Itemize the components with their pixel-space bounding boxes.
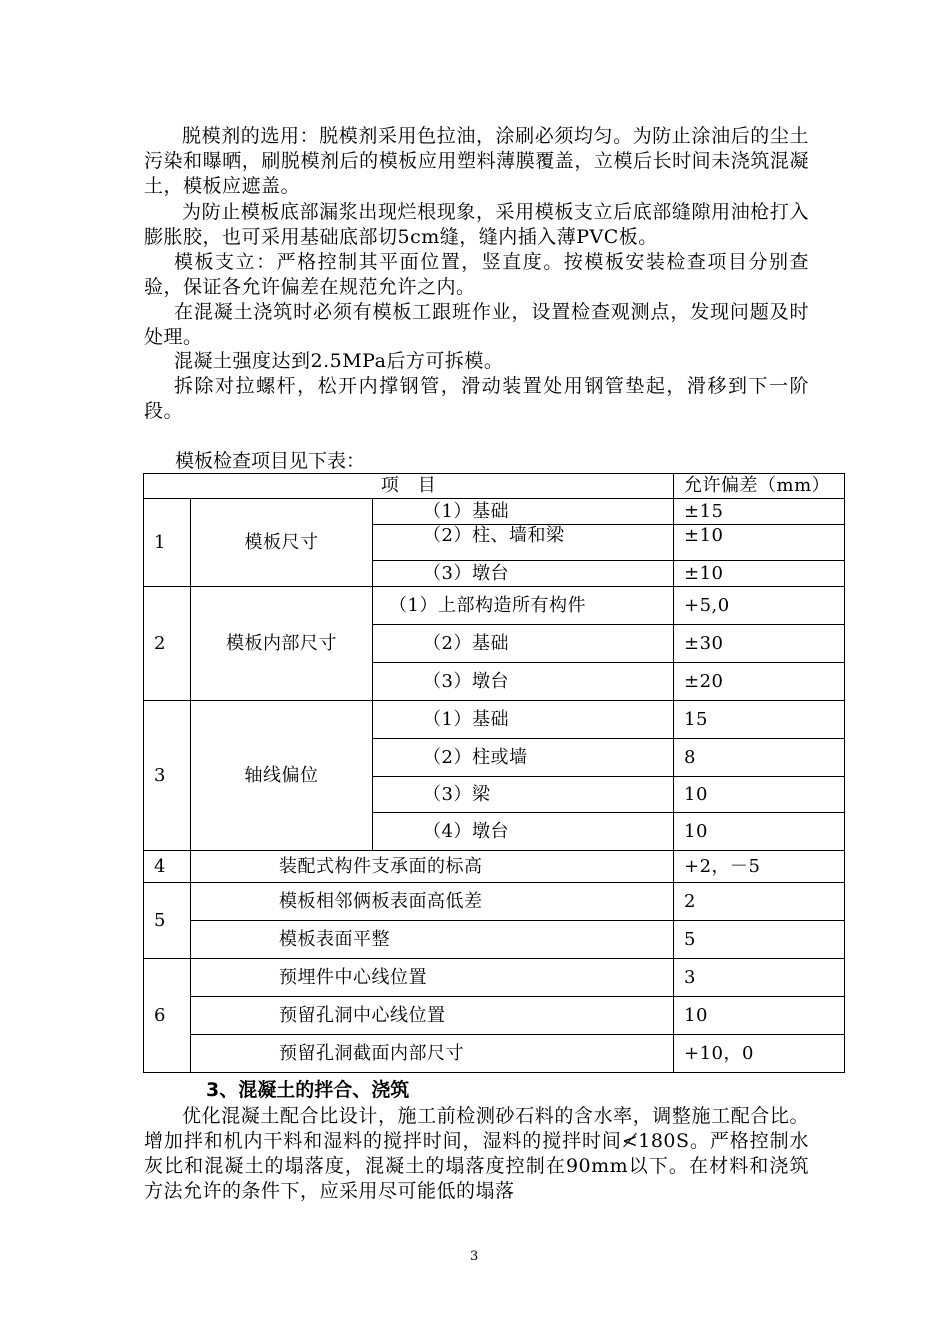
page-number: 3: [470, 1249, 479, 1264]
sub-item: （1）基础: [373, 499, 674, 525]
table-header-row: [144, 474, 845, 499]
group-number: 3: [144, 701, 191, 851]
paragraph-dismantling: 拆除对拉螺杆，松开内撑钢管，滑动装置处用钢管垫起，滑移到下一阶段。: [144, 375, 809, 422]
paragraph-pouring-supervision: 在混凝土浇筑时必须有模板工跟班作业，设置检查观测点，发现问题及时处理。: [144, 301, 809, 348]
table-row: [144, 851, 845, 883]
formwork-inspection-table: [143, 473, 845, 1073]
tolerance-value: 10: [674, 997, 845, 1035]
tolerance-value: +2，－5: [674, 851, 845, 883]
group-name: 模板内部尺寸: [191, 587, 373, 701]
sub-item: 模板表面平整: [191, 921, 674, 959]
group-number: 4: [144, 851, 191, 883]
sub-item: （3）梁: [373, 777, 674, 813]
group-number: 1: [144, 499, 191, 587]
header-tolerance: 允许偏差（mm）: [674, 474, 845, 499]
tolerance-value: ±30: [674, 625, 845, 663]
table-row: [144, 1035, 845, 1073]
sub-item: （3）墩台: [373, 663, 674, 701]
tolerance-value: ±20: [674, 663, 845, 701]
paragraph-concrete-mixing: 优化混凝土配合比设计，施工前检测砂石料的含水率，调整施工配合比。增加拌和机内干料和湿料的搅拌时间，湿料的搅拌时间≮180S。严格控制水灰比和混凝土的塌落度，混凝土的塌落度控制在90mm以下。在材料和浇筑方法允许的条件下，应采用尽可能低的塌落: [144, 1105, 809, 1202]
tolerance-value: 10: [674, 777, 845, 813]
tolerance-value: 5: [674, 921, 845, 959]
sub-item: 装配式构件支承面的标高: [191, 851, 674, 883]
tolerance-value: +10，0: [674, 1035, 845, 1073]
paragraph-stripping-strength: 混凝土强度达到2.5MPa后方可拆模。: [174, 350, 504, 372]
group-name: 模板尺寸: [191, 499, 373, 587]
sub-item: 预留孔洞截面内部尺寸: [191, 1035, 674, 1073]
table-caption: 模板检查项目见下表：: [175, 450, 366, 472]
tolerance-value: 8: [674, 739, 845, 777]
table-row: [144, 499, 845, 525]
sub-item: 预留孔洞中心线位置: [191, 997, 674, 1035]
paragraph-grout-leak: 为防止模板底部漏浆出现烂根现象，采用模板支立后底部缝隙用油枪打入膨胀胶，也可采用基础底部切5cm缝，缝内插入薄PVC板。: [144, 201, 809, 248]
tolerance-value: 2: [674, 883, 845, 921]
table-row: [144, 921, 845, 959]
sub-item: （2）基础: [373, 625, 674, 663]
tolerance-value: ±15: [674, 499, 845, 525]
table-row: [144, 701, 845, 739]
tolerance-value: ±10: [674, 561, 845, 587]
header-item: 项 目: [144, 474, 674, 499]
table-row: [144, 883, 845, 921]
sub-item: 模板相邻俩板表面高低差: [191, 883, 674, 921]
tolerance-value: 3: [674, 959, 845, 997]
paragraph-formwork-erection: 模板支立：严格控制其平面位置，竖直度。按模板安装检查项目分别查验，保证各允许偏差在规范允许之内。: [144, 251, 809, 298]
tolerance-value: 15: [674, 701, 845, 739]
group-number: 2: [144, 587, 191, 701]
table-row: [144, 997, 845, 1035]
group-number: 5: [144, 883, 191, 959]
table-row: [144, 587, 845, 625]
tolerance-value: 10: [674, 813, 845, 851]
group-name: 轴线偏位: [191, 701, 373, 851]
table-row: [144, 959, 845, 997]
sub-item: 预埋件中心线位置: [191, 959, 674, 997]
sub-item: （2）柱、墙和梁: [373, 525, 674, 561]
tolerance-value: ±10: [674, 525, 845, 561]
paragraph-release-agent: 脱模剂的选用：脱模剂采用色拉油，涂刷必须均匀。为防止涂油后的尘土污染和曝晒，刷脱模剂后的模板应用塑料薄膜覆盖，立模后长时间未浇筑混凝土，模板应遮盖。: [144, 125, 809, 197]
sub-item: （3）墩台: [373, 561, 674, 587]
group-number: 6: [144, 959, 191, 1073]
sub-item: （2）柱或墙: [373, 739, 674, 777]
sub-item: （1）上部构造所有构件: [373, 587, 674, 625]
sub-item: （1）基础: [373, 701, 674, 739]
sub-item: （4）墩台: [373, 813, 674, 851]
section-heading: 3、混凝土的拌合、浇筑: [206, 1079, 410, 1101]
tolerance-value: +5,0: [674, 587, 845, 625]
